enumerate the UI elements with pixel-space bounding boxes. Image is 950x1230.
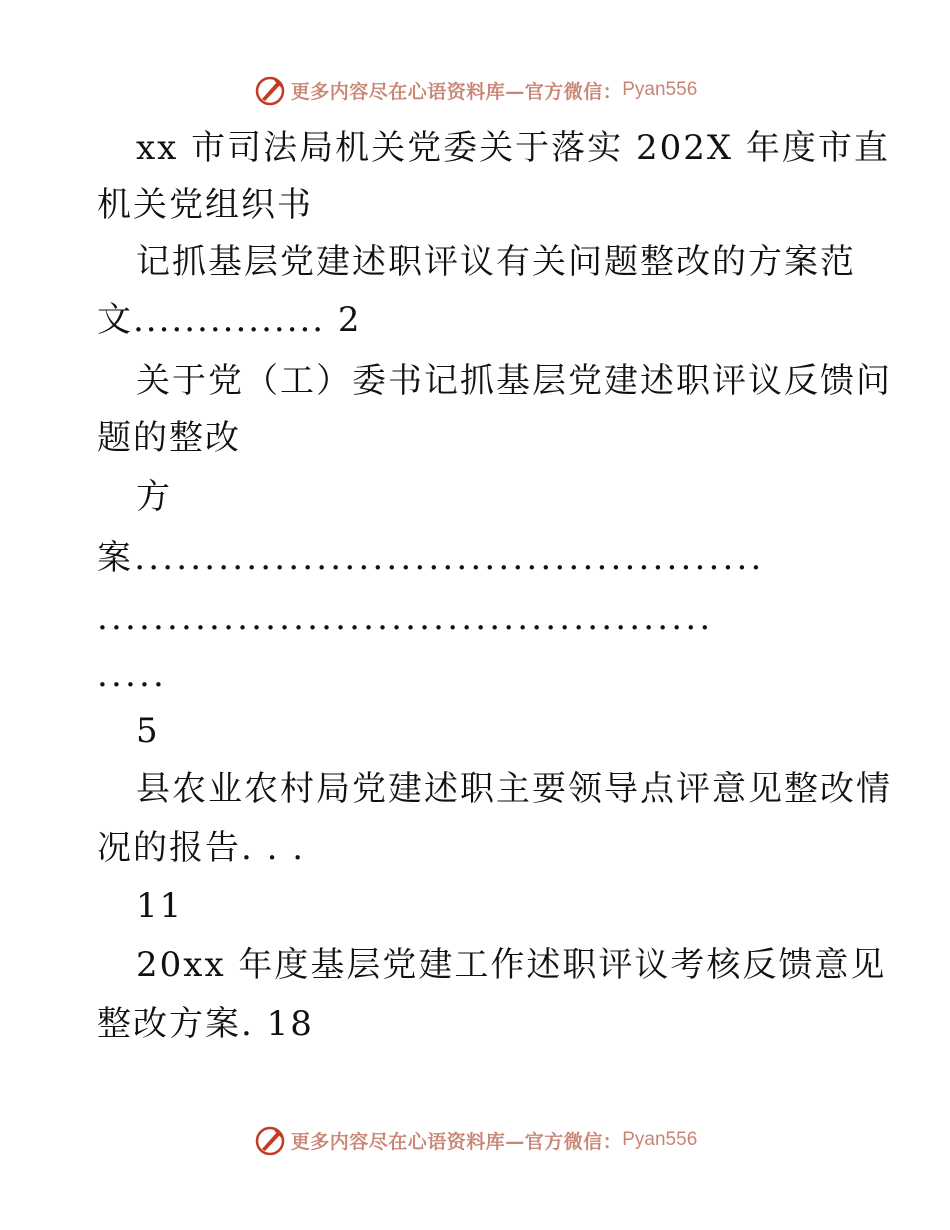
footer-banner — [0, 1120, 950, 1160]
toc-line-15: 20xx 年度基层党建工作述职评议考核反馈意见 — [136, 945, 887, 985]
toc-line-7: 方 — [136, 477, 172, 517]
toc-line-4: 文............... 2 — [97, 300, 362, 340]
toc-line-9: ............................................ — [97, 598, 714, 638]
header-banner-text: 更多内容尽在心语资料库—官方微信： — [290, 80, 623, 103]
toc-line-5: 关于党（工）委书记抓基层党建述职评议反馈问 — [136, 361, 892, 401]
toc-line-2: 机关党组织书 — [97, 185, 313, 225]
toc-line-11: 5 — [136, 711, 160, 751]
toc-line-6: 题的整改 — [97, 418, 241, 458]
footer-banner-text: 更多内容尽在心语资料库—官方微信： — [290, 1130, 623, 1153]
header-wechat-id: Pyan556 — [622, 79, 698, 100]
toc-line-1: xx 市司法局机关党委关于落实 202X 年度市直 — [136, 128, 890, 168]
toc-line-16: 整改方案. 18 — [97, 1004, 314, 1044]
toc-line-10: ..... — [97, 655, 168, 695]
pen-logo-icon — [253, 1123, 287, 1157]
footer-wechat-id: Pyan556 — [622, 1129, 698, 1150]
toc-line-8: 案............................................. — [97, 538, 765, 578]
toc-line-13: 况的报告. . . — [97, 828, 306, 868]
toc-line-3: 记抓基层党建述职评议有关问题整改的方案范 — [136, 242, 856, 282]
header-banner — [0, 70, 950, 110]
toc-line-12: 县农业农村局党建述职主要领导点评意见整改情 — [136, 769, 892, 809]
pen-logo-icon — [253, 73, 287, 107]
toc-line-14: 11 — [136, 886, 184, 926]
